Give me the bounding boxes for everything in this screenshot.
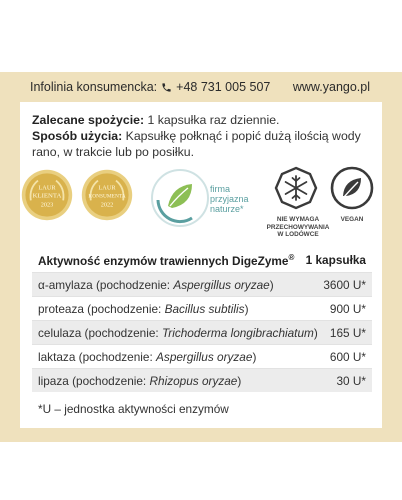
eco-line-1: firma [210, 184, 230, 194]
table-row [32, 320, 372, 344]
vegan-label: VEGAN [340, 216, 364, 223]
row-value: 165 U* [329, 325, 366, 340]
laur-klienta-medal-icon [20, 168, 74, 222]
phone-icon [161, 82, 172, 93]
usage-instructions [32, 112, 372, 160]
website-link[interactable]: www.yango.pl [292, 80, 370, 94]
contact-bar [0, 72, 402, 102]
dose-line [32, 112, 372, 128]
no-refrigeration-text [258, 216, 338, 239]
info-panel [20, 102, 382, 428]
medal-2-line1: LAUR [98, 184, 116, 192]
fridge-line-1: NIE WYMAGA [276, 216, 320, 223]
medal-1-year: 2023 [40, 201, 54, 209]
dose-text: 1 kapsułka raz dziennie. [147, 113, 280, 127]
medal-1-line1: LAUR [38, 184, 56, 192]
header-value: 1 kapsułka [305, 253, 366, 267]
table-row [32, 344, 372, 368]
row-value: 900 U* [329, 301, 366, 316]
row-value: 30 U* [336, 373, 366, 388]
hotline [30, 80, 270, 94]
method-line [32, 128, 372, 160]
unit-footnote: *U – jednostka aktywności enzymów [38, 402, 229, 416]
dose-label: Zalecane spożycie: [32, 113, 145, 127]
enzyme-table [32, 248, 372, 392]
eco-line-3: naturze* [210, 204, 244, 214]
eco-leaf-icon [148, 166, 212, 230]
row-name: celulaza (pochodzenie: Trichoderma longibrachiatum) [38, 325, 318, 340]
hotline-label: Infolinia konsumencka: [30, 80, 158, 94]
method-label: Sposób użycia: [32, 129, 123, 143]
phone-number[interactable]: +48 731 005 507 [176, 80, 271, 94]
table-header [32, 248, 372, 272]
row-name: laktaza (pochodzenie: Aspergillus oryzae) [38, 349, 257, 364]
row-name: proteaza (pochodzenie: Bacillus subtilis) [38, 301, 249, 316]
row-name: lipaza (pochodzenie: Rhizopus oryzae) [38, 373, 242, 388]
frame-bottom [0, 428, 402, 442]
laur-konsumenta-medal-icon [80, 168, 134, 222]
fridge-line-2: PRZECHOWYWANIA [266, 223, 330, 231]
table-row [32, 296, 372, 320]
no-refrigeration-snowflake-icon [274, 166, 318, 210]
fridge-line-3: W LODÓWCE [277, 231, 319, 238]
table-row [32, 272, 372, 296]
row-value: 3600 U* [323, 277, 366, 292]
method-text: Kapsułkę połknąć i popić dużą ilością wody rano, w trakcie lub po posiłku. [32, 129, 361, 159]
header-name: Aktywność enzymów trawiennych DigeZyme® [38, 252, 295, 268]
medal-2-line2: KONSUMENTA [88, 193, 126, 200]
row-value: 600 U* [329, 349, 366, 364]
medal-2-year: 2022 [100, 201, 114, 209]
row-name: α-amylaza (pochodzenie: Aspergillus oryzae) [38, 277, 274, 292]
eco-text [210, 184, 260, 214]
badges-row [20, 164, 382, 254]
eco-line-2: przyjazna [210, 194, 249, 204]
frame-right [382, 102, 402, 442]
medal-1-line2: KLIENTA [32, 192, 62, 200]
vegan-leaf-icon [330, 166, 374, 210]
frame-left [0, 102, 20, 442]
table-row [32, 368, 372, 392]
